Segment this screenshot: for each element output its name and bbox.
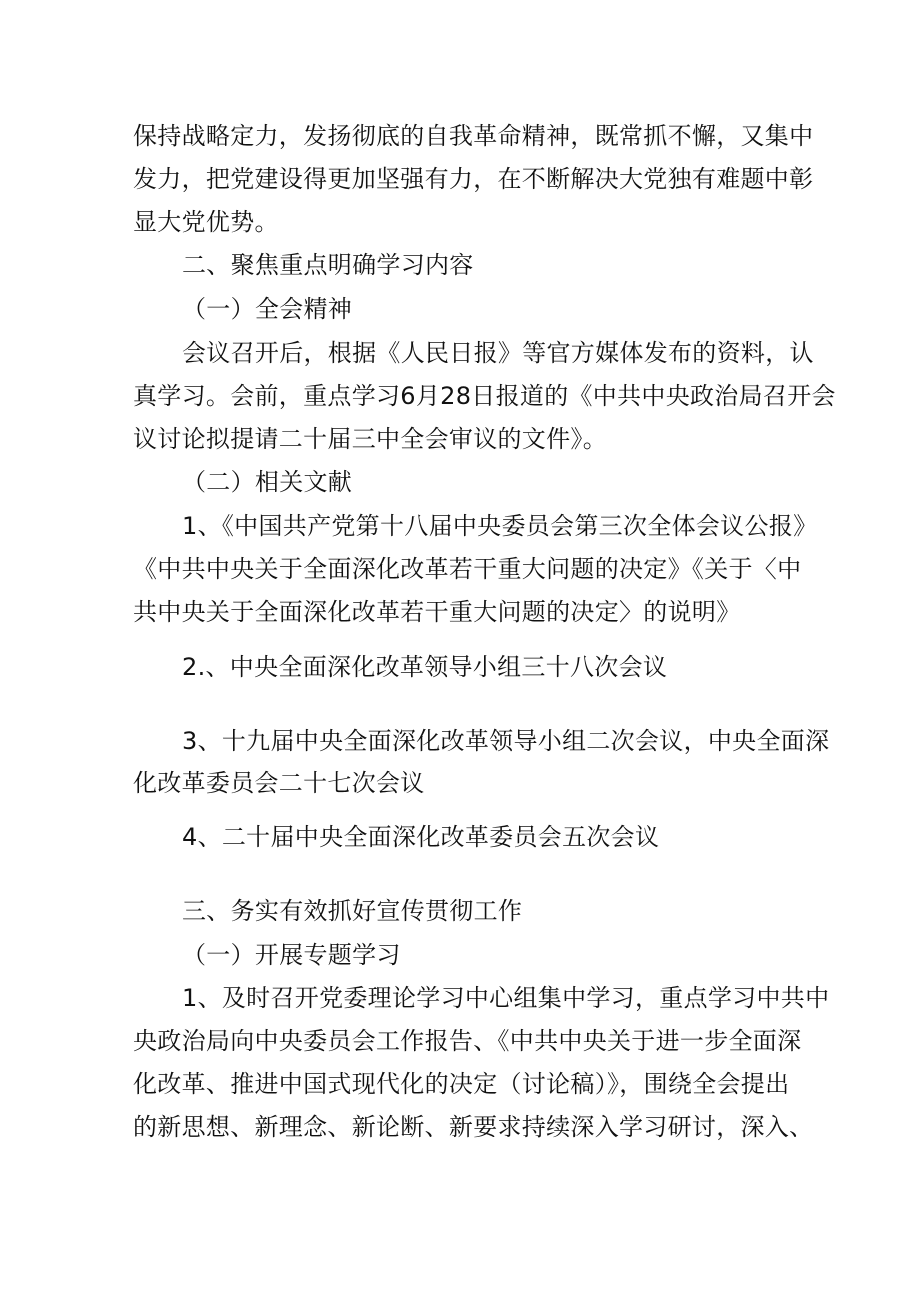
- subsection-heading: （一）开展专题学习: [182, 941, 401, 969]
- list-item: 1、《中国共产党第十八届中央委员会第三次全体会议公报》: [182, 512, 818, 540]
- paragraph-line: 会议召开后，根据《人民日报》等官方媒体发布的资料，认: [182, 339, 814, 367]
- list-item: 1、及时召开党委理论学习中心组集中学习，重点学习中共中: [182, 984, 830, 1012]
- paragraph-line: 真学习。会前，重点学习6月28日报道的《中共中央政治局召开会: [133, 382, 836, 410]
- subsection-heading: （一）全会精神: [182, 295, 353, 323]
- list-item: 2.、中央全面深化改革领导小组三十八次会议: [182, 653, 668, 681]
- paragraph-line: 发力，把党建设得更加坚强有力，在不断解决大党独有难题中彰: [133, 165, 814, 193]
- list-item-continuation: 央政治局向中央委员会工作报告、《中共中央关于进一步全面深: [133, 1027, 802, 1055]
- list-item-continuation: 的新思想、新理念、新论断、新要求持续深入学习研讨，深入、: [133, 1113, 814, 1141]
- list-item: 3、十九届中央全面深化改革领导小组二次会议，中央全面深: [182, 727, 830, 755]
- paragraph-line: 议讨论拟提请二十届三中全会审议的文件》。: [133, 425, 607, 453]
- subsection-heading: （二）相关文献: [182, 468, 353, 496]
- section-heading: 二、聚焦重点明确学习内容: [182, 251, 474, 279]
- list-item-continuation: 共中央关于全面深化改革若干重大问题的决定〉的说明》: [133, 598, 741, 626]
- list-item-continuation: 化改革委员会二十七次会议: [133, 769, 425, 797]
- list-item-continuation: 《中共中央关于全面深化改革若干重大问题的决定》《关于〈中: [133, 555, 802, 583]
- paragraph-line: 保持战略定力，发扬彻底的自我革命精神，既常抓不懈，又集中: [133, 122, 814, 150]
- section-heading: 三、务实有效抓好宣传贯彻工作: [182, 897, 523, 925]
- list-item: 4、二十届中央全面深化改革委员会五次会议: [182, 823, 660, 851]
- paragraph-line: 显大党优势。: [133, 208, 279, 236]
- list-item-continuation: 化改革、推进中国式现代化的决定（讨论稿）》，围绕全会提出: [133, 1070, 790, 1098]
